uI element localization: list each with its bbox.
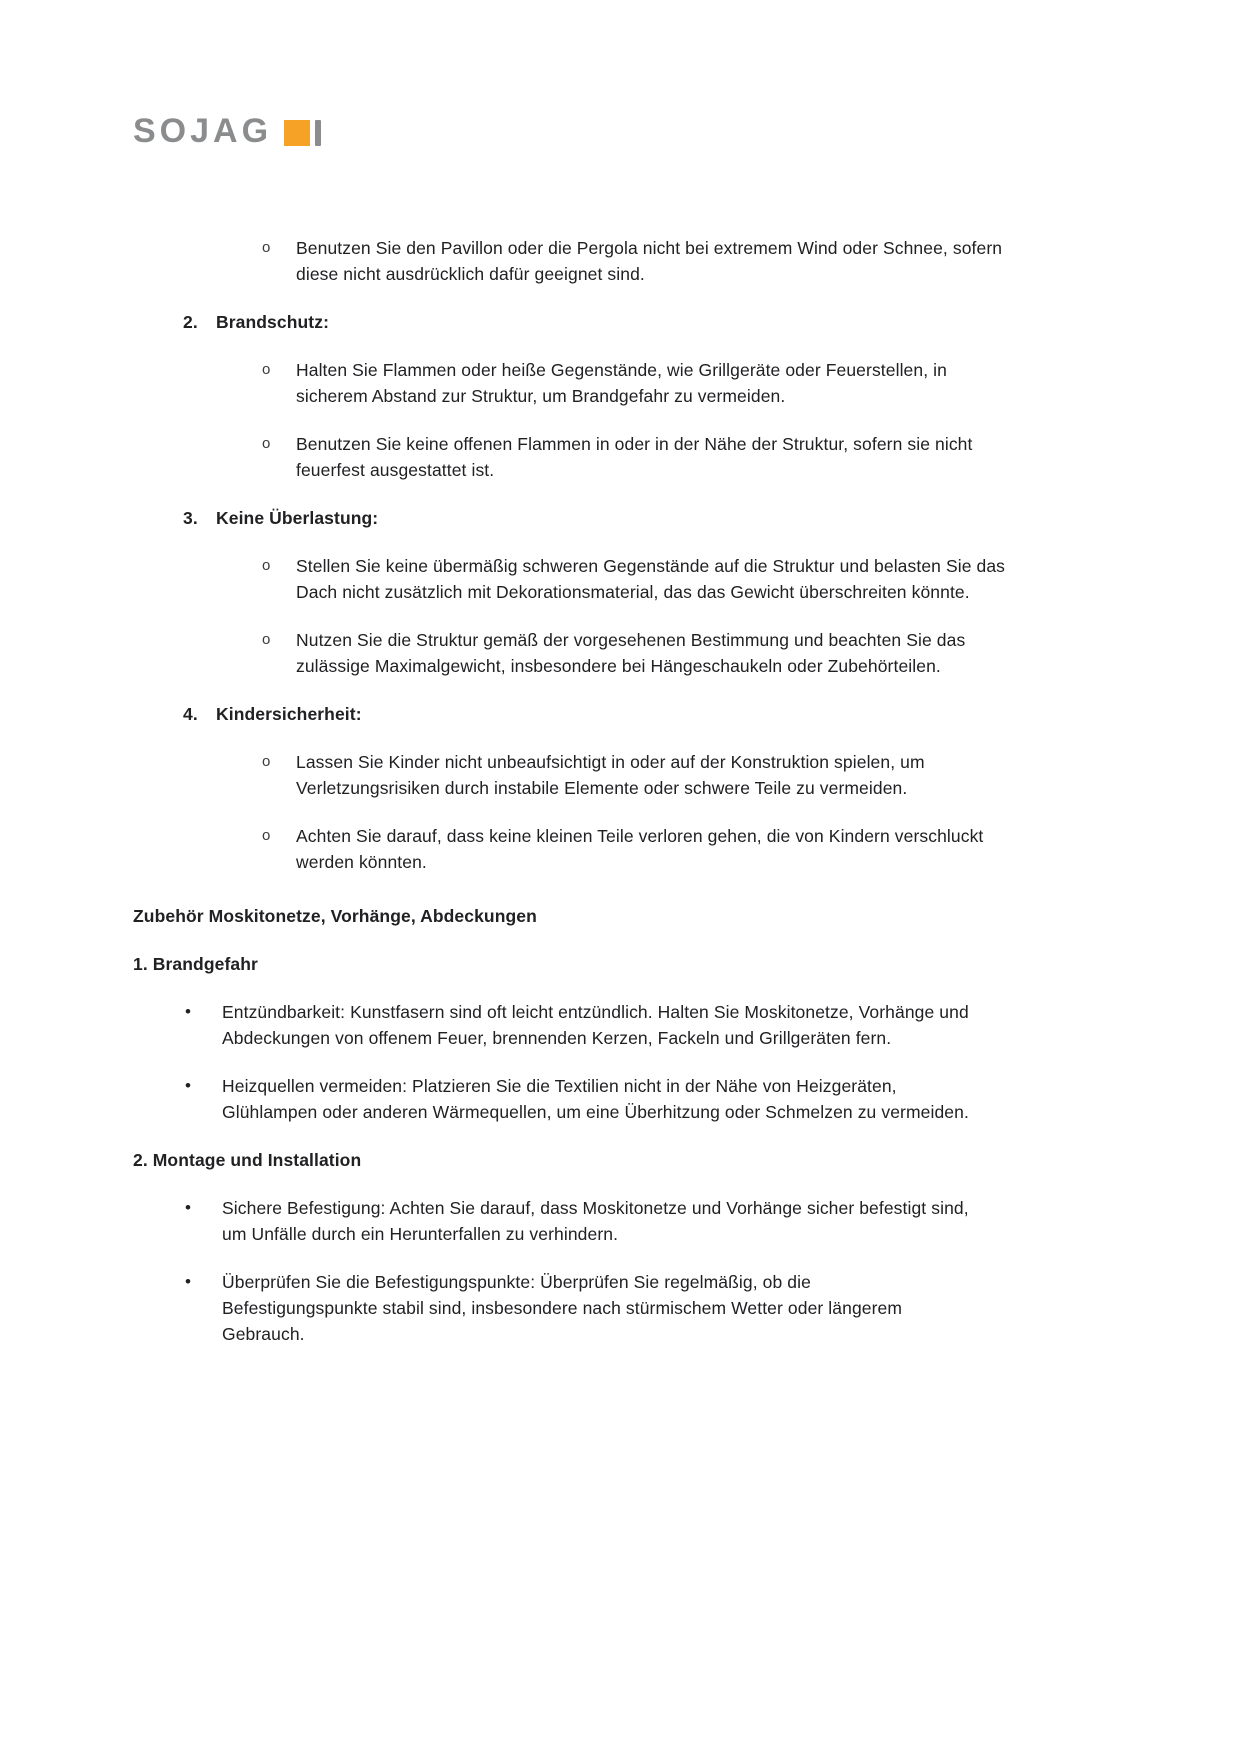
numbered-section-heading [183, 701, 1145, 727]
list-item-text: Benutzen Sie keine offenen Flammen in oder in der Nähe der Struktur, sofern sie nicht feuerfest ausgestattet ist. [296, 434, 973, 480]
accessories-section-heading: Zubehör Moskitonetze, Vorhänge, Abdeckungen [133, 906, 537, 926]
circle-bullet-marker: o [262, 631, 271, 648]
circle-bullet-marker: o [262, 435, 271, 452]
list-item [262, 431, 1145, 483]
subsection-heading: 2. Montage und Installation [133, 1150, 362, 1170]
list-item-text: Sichere Befestigung: Achten Sie darauf, dass Moskitonetze und Vorhänge sicher befestigt sind, um Unfälle durch ein Herunterfallen zu verhindern. [222, 1198, 969, 1244]
list-item [185, 1195, 1145, 1247]
brand-logo [133, 113, 1145, 149]
logo-vertical-bar-icon [315, 120, 321, 146]
list-item [185, 999, 1145, 1051]
list-item-text: Lassen Sie Kinder nicht unbeaufsichtigt in oder auf der Konstruktion spielen, um Verletzungsrisiken durch instabile Elemente oder schwere Teile zu vermeiden. [296, 752, 925, 798]
disc-bullet-marker: • [185, 1272, 192, 1291]
disc-bullet-marker: • [185, 1198, 192, 1217]
section-number: 3. [183, 508, 198, 528]
circle-bullet-marker: o [262, 753, 271, 770]
subsection-heading: 1. Brandgefahr [133, 954, 258, 974]
numbered-section-heading [183, 505, 1145, 531]
list-item-text: Achten Sie darauf, dass keine kleinen Teile verloren gehen, die von Kindern verschluckt werden könnten. [296, 826, 984, 872]
list-item [262, 823, 1145, 875]
document-content [133, 235, 1145, 1347]
circle-bullet-marker: o [262, 557, 271, 574]
list-item-text: Überprüfen Sie die Befestigungspunkte: Überprüfen Sie regelmäßig, ob die Befestigungspunkte stabil sind, insbesondere nach stürmischem Wetter oder längerem Gebrauch. [222, 1272, 903, 1344]
circle-bullet-marker: o [262, 361, 271, 378]
list-item [262, 235, 1145, 287]
list-item [262, 553, 1145, 605]
section-title: Kindersicherheit: [216, 704, 362, 724]
list-item [262, 357, 1145, 409]
list-item-text: Nutzen Sie die Struktur gemäß der vorgesehenen Bestimmung und beachten Sie das zulässige Maximalgewicht, insbesondere bei Hängeschaukeln oder Zubehörteilen. [296, 630, 966, 676]
list-item [262, 627, 1145, 679]
list-item-text: Halten Sie Flammen oder heiße Gegenstände, wie Grillgeräte oder Feuerstellen, in sicherem Abstand zur Struktur, um Brandgefahr zu vermeiden. [296, 360, 947, 406]
circle-bullet-marker: o [262, 827, 271, 844]
section-title: Keine Überlastung: [216, 508, 379, 528]
disc-bullet-marker: • [185, 1076, 192, 1095]
list-item [185, 1073, 1145, 1125]
list-item-text: Heizquellen vermeiden: Platzieren Sie die Textilien nicht in der Nähe von Heizgeräten, Glühlampen oder anderen Wärmequellen, um eine Überhitzung oder Schmelzen zu vermeiden. [222, 1076, 969, 1122]
list-item [185, 1269, 1145, 1347]
list-item-text: Entzündbarkeit: Kunstfasern sind oft leicht entzündlich. Halten Sie Moskitonetze, Vorhänge und Abdeckungen von offenem Feuer, brennenden Kerzen, Fackeln und Grillgeräten fern. [222, 1002, 969, 1048]
disc-bullet-marker: • [185, 1002, 192, 1021]
section-number: 4. [183, 704, 198, 724]
logo-orange-square-icon [284, 120, 310, 146]
list-item-text: Stellen Sie keine übermäßig schweren Gegenstände auf die Struktur und belasten Sie das Dach nicht zusätzlich mit Dekorationsmaterial, das das Gewicht überschreiten könnte. [296, 556, 1006, 602]
list-item-text: Benutzen Sie den Pavillon oder die Pergola nicht bei extremem Wind oder Schnee, sofern diese nicht ausdrücklich dafür geeignet sind. [296, 238, 1003, 284]
logo-wordmark: SOJAG [133, 112, 273, 150]
numbered-section-heading [183, 309, 1145, 335]
section-title: Brandschutz: [216, 312, 330, 332]
section-number: 2. [183, 312, 198, 332]
list-item [262, 749, 1145, 801]
circle-bullet-marker: o [262, 239, 271, 256]
